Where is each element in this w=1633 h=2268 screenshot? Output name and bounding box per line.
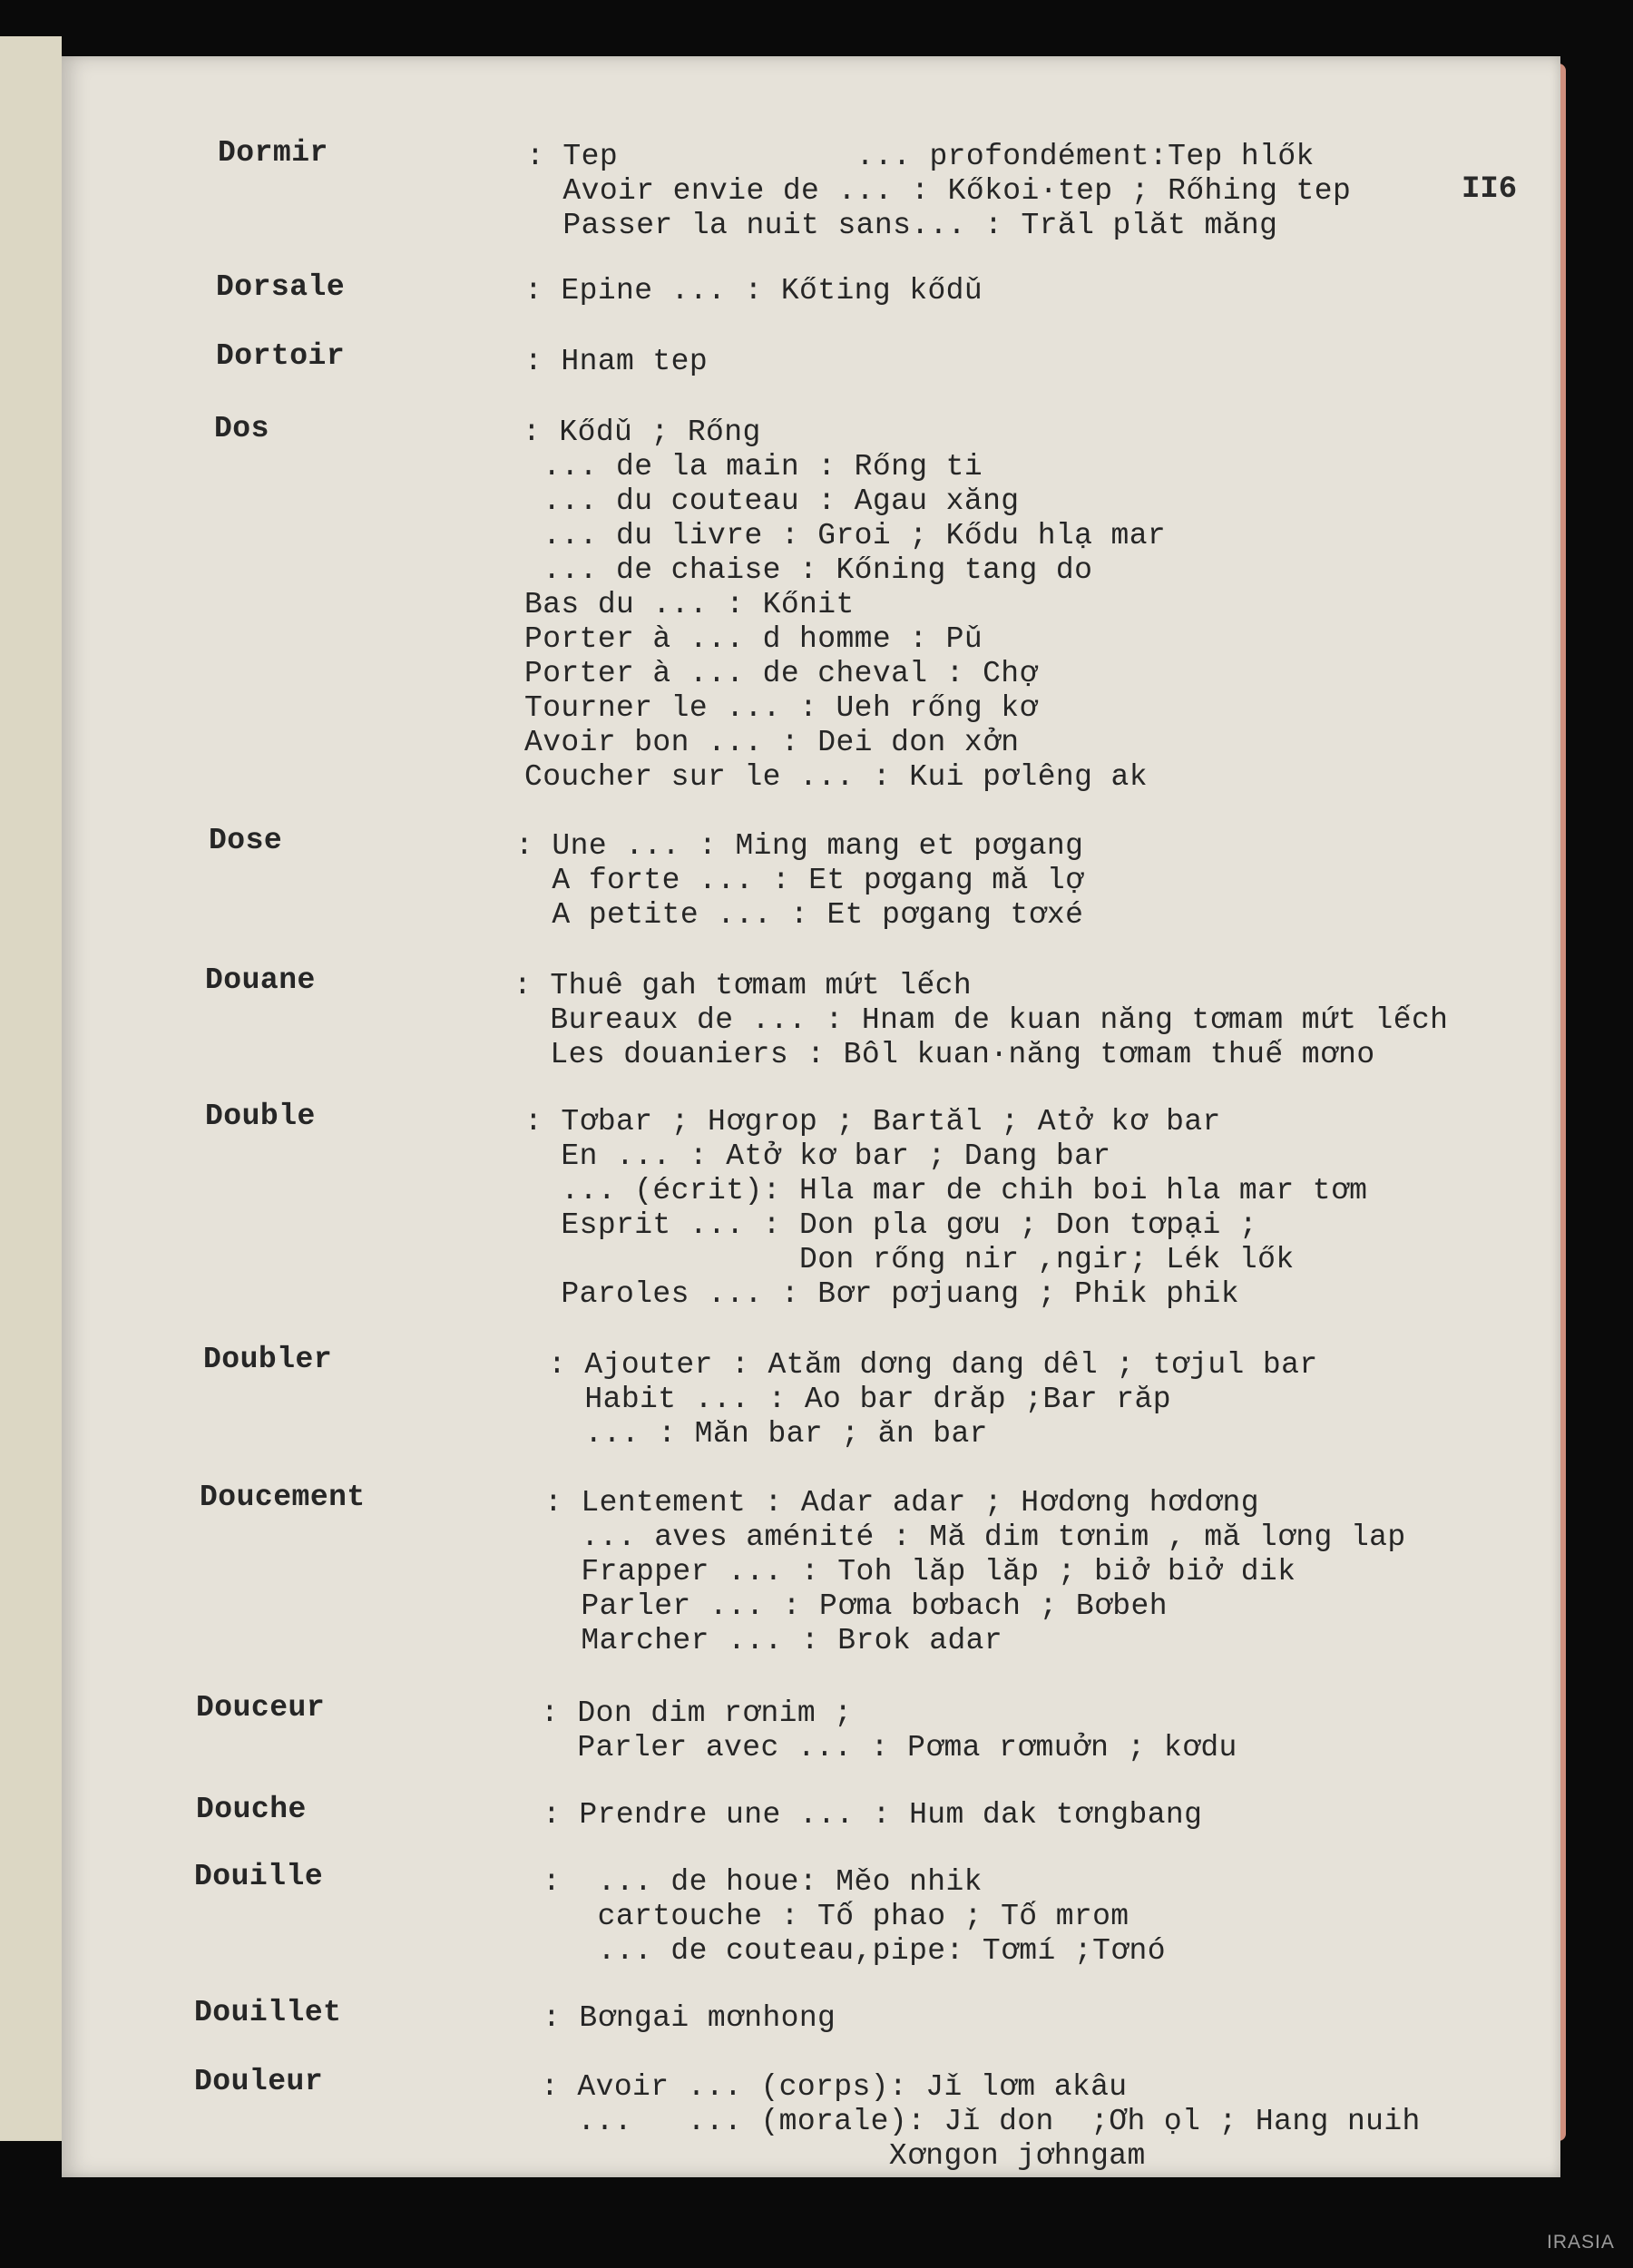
headword: Douceur: [196, 1691, 326, 1725]
definition-line: : Kődǔ ; Rőng: [523, 415, 761, 449]
headword: Douillet: [194, 1996, 342, 2029]
headword: Double: [205, 1100, 316, 1133]
headword: Doubler: [203, 1343, 333, 1376]
definition-line: ... ... (morale): Jǐ don ;Ơh ọl ; Hang nuih: [541, 2105, 1421, 2138]
headword: Douane: [205, 963, 316, 997]
definition-line: Xơngon jơhngam: [541, 2139, 1146, 2173]
definition-line: Parler avec ... : Pơma rơmuởn ; kơdu: [541, 1731, 1237, 1765]
definition-line: ... de chaise : Kőning tang do: [524, 553, 1093, 587]
definition-line: Avoir envie de ... : Kőkoi·tep ; Rőhing tep: [526, 174, 1352, 208]
definition-line: : Une ... : Ming mang et pơgang: [515, 829, 1084, 863]
definition-line: : Thuê gah tơmam mứt lếch: [513, 969, 973, 1002]
definition-line: Coucher sur le ... : Kui pơlêng ak: [524, 760, 1148, 794]
definition-line: : Avoir ... (corps): Jǐ lơm akâu: [541, 2070, 1128, 2104]
left-page-edge: [0, 36, 62, 2141]
headword: Dos: [214, 412, 269, 445]
definition-line: ... de la main : Rőng ti: [524, 450, 983, 484]
definition-line: : Don dim rơnim ;: [541, 1696, 853, 1730]
headword: Douille: [194, 1860, 324, 1893]
definition-line: Bureaux de ... : Hnam de kuan năng tơmam mứt lếch: [513, 1003, 1449, 1037]
definition-line: Frapper ... : Toh lăp lăp ; biở biở dik: [544, 1555, 1296, 1589]
definition-line: Porter à ... de cheval : Chợ: [524, 657, 1038, 690]
definition-line: : Tep ... profondément:Tep hlők: [526, 140, 1315, 173]
headword: Douche: [196, 1793, 307, 1826]
definition-line: Don rőng nir ,ngir; Lék lők: [524, 1243, 1295, 1276]
definition-line: ... (écrit): Hla mar de chih boi hla mar tơm: [524, 1174, 1368, 1207]
headword: Dormir: [218, 136, 328, 170]
definition-line: : ... de houe: Měo nhik: [543, 1865, 983, 1899]
headword: Dortoir: [216, 339, 346, 373]
headword: Doucement: [200, 1481, 366, 1514]
definition-line: Porter à ... d homme : Pǔ: [524, 622, 983, 656]
headword: Dorsale: [216, 270, 346, 304]
definition-line: ... : Măn bar ; ăn bar: [548, 1417, 988, 1451]
definition-line: : Tơbar ; Hơgrop ; Bartăl ; Atở kơ bar: [524, 1105, 1221, 1139]
definition-line: Paroles ... : Bơr pơjuang ; Phik phik: [524, 1277, 1239, 1311]
definition-line: En ... : Atở kơ bar ; Dang bar: [524, 1139, 1111, 1173]
dictionary-page: [62, 56, 1560, 2177]
headword: Douleur: [194, 2065, 324, 2098]
definition-line: Avoir bon ... : Dei don xởn: [524, 726, 1020, 759]
definition-line: : Lentement : Adar adar ; Hơdơng hơdơng: [544, 1486, 1259, 1520]
definition-line: : Hnam tep: [524, 345, 709, 378]
definition-line: Esprit ... : Don pla gơu ; Don tơpại ;: [524, 1208, 1258, 1242]
definition-line: Marcher ... : Brok adar: [544, 1624, 1003, 1657]
definition-line: cartouche : Tố phao ; Tố mrom: [543, 1900, 1129, 1933]
page-number: II6: [1462, 172, 1518, 207]
definition-line: ... du livre : Groi ; Kődu hlạ mar: [524, 519, 1167, 552]
definition-line: Passer la nuit sans... : Trăl plăt măng: [526, 209, 1278, 242]
definition-line: A petite ... : Et pơgang tơxé: [515, 898, 1084, 932]
definition-line: Habit ... : Ao bar drăp ;Bar răp: [548, 1383, 1171, 1416]
definition-line: A forte ... : Et pơgang mă lợ: [515, 864, 1084, 897]
headword: Dose: [209, 824, 283, 857]
definition-line: Les douaniers : Bôl kuan·năng tơmam thuế mơno: [513, 1038, 1375, 1071]
definition-line: ... de couteau,pipe: Tơmí ;Tơnó: [543, 1934, 1166, 1968]
definition-line: Bas du ... : Kőnit: [524, 588, 855, 621]
definition-line: : Ajouter : Atăm dơng dang dêl ; tơjul bar: [548, 1348, 1318, 1382]
definition-line: Tourner le ... : Ueh rőng kơ: [524, 691, 1038, 725]
definition-line: : Prendre une ... : Hum dak tơngbang: [543, 1798, 1203, 1832]
archive-watermark: IRASIA: [1547, 2232, 1615, 2253]
definition-line: : Bơngai mơnhong: [543, 2001, 836, 2035]
definition-line: ... du couteau : Agau xăng: [524, 484, 1020, 518]
definition-line: Parler ... : Pơma bơbach ; Bơbeh: [544, 1589, 1168, 1623]
definition-line: ... aves aménité : Mă dim tơnim , mă lơng lap: [544, 1520, 1406, 1554]
definition-line: : Epine ... : Kőting kődǔ: [524, 274, 983, 308]
